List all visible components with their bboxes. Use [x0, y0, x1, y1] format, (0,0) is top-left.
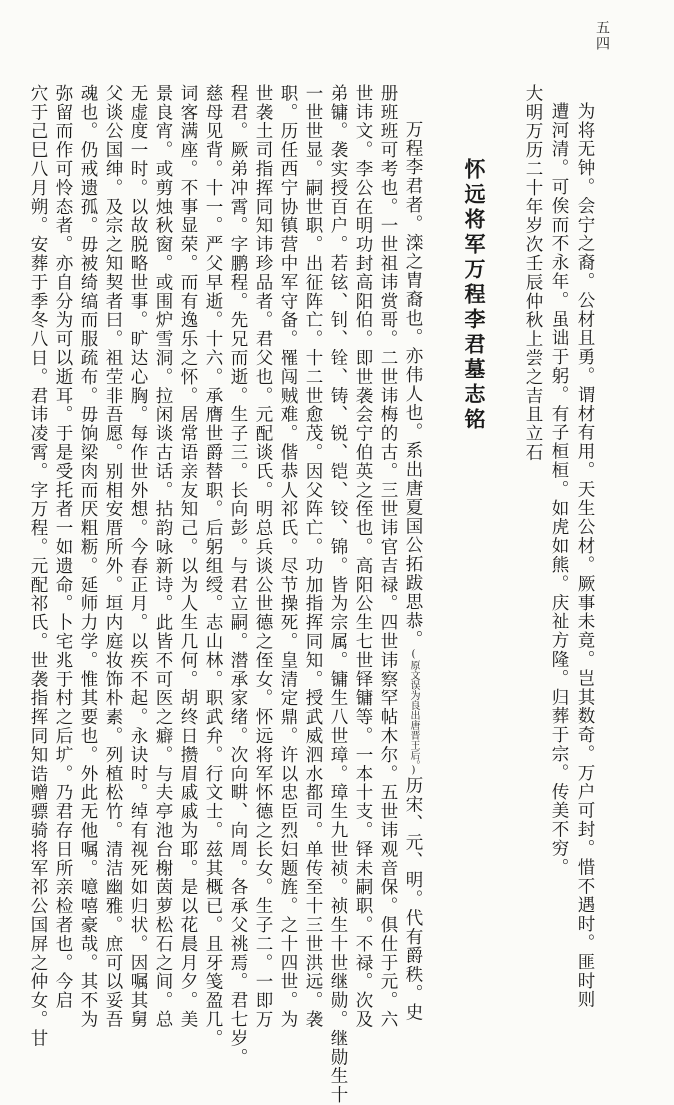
- body-column-15: [53, 84, 73, 1011]
- body-text: 历宋、元、明。代有爵秩。史: [403, 776, 423, 1022]
- body-column-8: [228, 84, 248, 1067]
- body-text: 弥留而作可怜态者。亦自分为可以逝耳。于是受托者一如遗命。卜宅兆于村之后圹。乃君存日所亲检者也。今启: [53, 84, 73, 1011]
- body-text: 程君。厥弟冲霄。字鹏程。先兄而逝。生子三。长向彭。与君立嗣。潜承家绪。次向畊、向周。各承父祧焉。君七岁。: [228, 84, 248, 1067]
- body-text: 世讳文。李公在明功封高阳伯。即世袭会宁伯英之侄也。高阳公生七世铎镛等。一本十支。铎未嗣职。不禄。次及: [353, 84, 373, 1029]
- body-column-9: [203, 84, 223, 1048]
- body-column-11: [153, 84, 173, 1029]
- body-annotation: (原文误为良出唐晋王后。): [408, 649, 419, 777]
- body-column-14: [78, 84, 98, 1029]
- body-text: 魂也。仍戒遗孤。毋被绮缟而服疏布。毋饷梁肉而厌粗粝。延师力学。惟其要也。外此无他嘱。噫嘻豪哉。其不为: [78, 84, 98, 1029]
- page-number: 五四: [594, 20, 610, 52]
- body-text: 世袭土司指挥同知讳珍品者。君父也。元配谈氏。明总兵谈公世德之侄女。怀远将军怀德之长女。生子二。一即万: [253, 84, 273, 1029]
- body-text: 景良宵。或剪烛秋窗。或围炉雪洞。拉闲谈古话。拈韵咏新诗。此皆不可医之癖。与夫亭池台榭茵萝松石之间。总: [153, 84, 173, 1029]
- body-column-7: [253, 84, 273, 1029]
- body-column-12: [128, 84, 148, 1029]
- body-column-4: [328, 84, 348, 1105]
- body-text: 词客满座。不事显荣。而有逸乐之怀。居常语亲友知己。以为人生几何。胡终日攒眉戚戚为耶。是以花晨月夕。美: [178, 84, 198, 1029]
- preceding-text-line-2: 遭河清。可俟而不永年。虽诎于躬。有子桓桓。如虎如熊。庆祉方隆。归葬于宗。传美不穷。: [549, 102, 569, 877]
- body-text: 职。历任西宁协镇营中军守备。罹闯贼难。偕恭人祁氏。尽节操死。皇清定鼎。许以忠臣烈妇题旌。之十四世。为: [278, 84, 298, 1029]
- body-column-2: [378, 84, 398, 1029]
- body-text: 一世世显。嗣世职。出征阵亡。十二世愈茂。因父阵亡。功加指挥同知。授武威泗水都司。单传至十三世洪远。袭: [303, 84, 323, 1029]
- body-column-5: [303, 84, 323, 1029]
- body-column-6: [278, 84, 298, 1029]
- body-column-3: [353, 84, 373, 1029]
- body-text: 父谈公国绅。及宗之知契者曰。祖茔非吾愿。别相安厝所外。垣内庭妆饰朴素。列植松竹。清洁幽雅。庶可以妥吾: [103, 84, 123, 1029]
- body-text: 册班班可考也。一世祖讳赏哥。二世讳梅的古。三世讳官吉禄。四世讳察罕帖木尔。五世讳观音保。俱仕于元。六: [378, 84, 398, 1029]
- body-column-1: [403, 120, 423, 1022]
- body-column-16: [28, 84, 48, 1048]
- body-column-10: [178, 84, 198, 1029]
- preceding-text-line-1: 为将无钟。会宁之裔。公材且勇。谓材有用。天生公材。厥事未竟。岂其数奇。万户可封。惜不遇时。匪时则: [575, 102, 595, 1010]
- body-text: 无虚度一时。以故脱略世事。旷达心胸。每作世外想。今春正月。以疾不起。永诀时。绰有视死如归状。因嘱其舅: [128, 84, 148, 1029]
- body-column-13: [103, 84, 123, 1029]
- body-text: 穴于己巳八月朔。安葬于季冬八日。君讳凌霄。字万程。元配祁氏。世袭指挥同知诰赠骠骑将军祁公国屏之仲女。甘: [28, 84, 48, 1048]
- body-text: 弟镛。袭实授百户。若铉、钊、铨、铸、锐、铠、铰、锦。皆为宗属。镛生八世璋。璋生九世祯。祯生十世继勋。继勋生十: [328, 84, 348, 1105]
- body-text: 万程李君者。滦之胄裔也。亦伟人也。系出唐夏国公拓跋思恭。: [403, 120, 423, 650]
- preceding-text-line-3: 大明万历二十年岁次壬辰仲秋上尝之吉且立石: [523, 84, 543, 462]
- body-text: 慈母见背。十一。严父早逝。十六。承膺世爵替职。后躬组绶。志山林。职武弁。行文士。兹其概已。且牙笺盈几。: [203, 84, 223, 1048]
- article-title: 怀远将军万程李君墓志铭: [462, 158, 486, 433]
